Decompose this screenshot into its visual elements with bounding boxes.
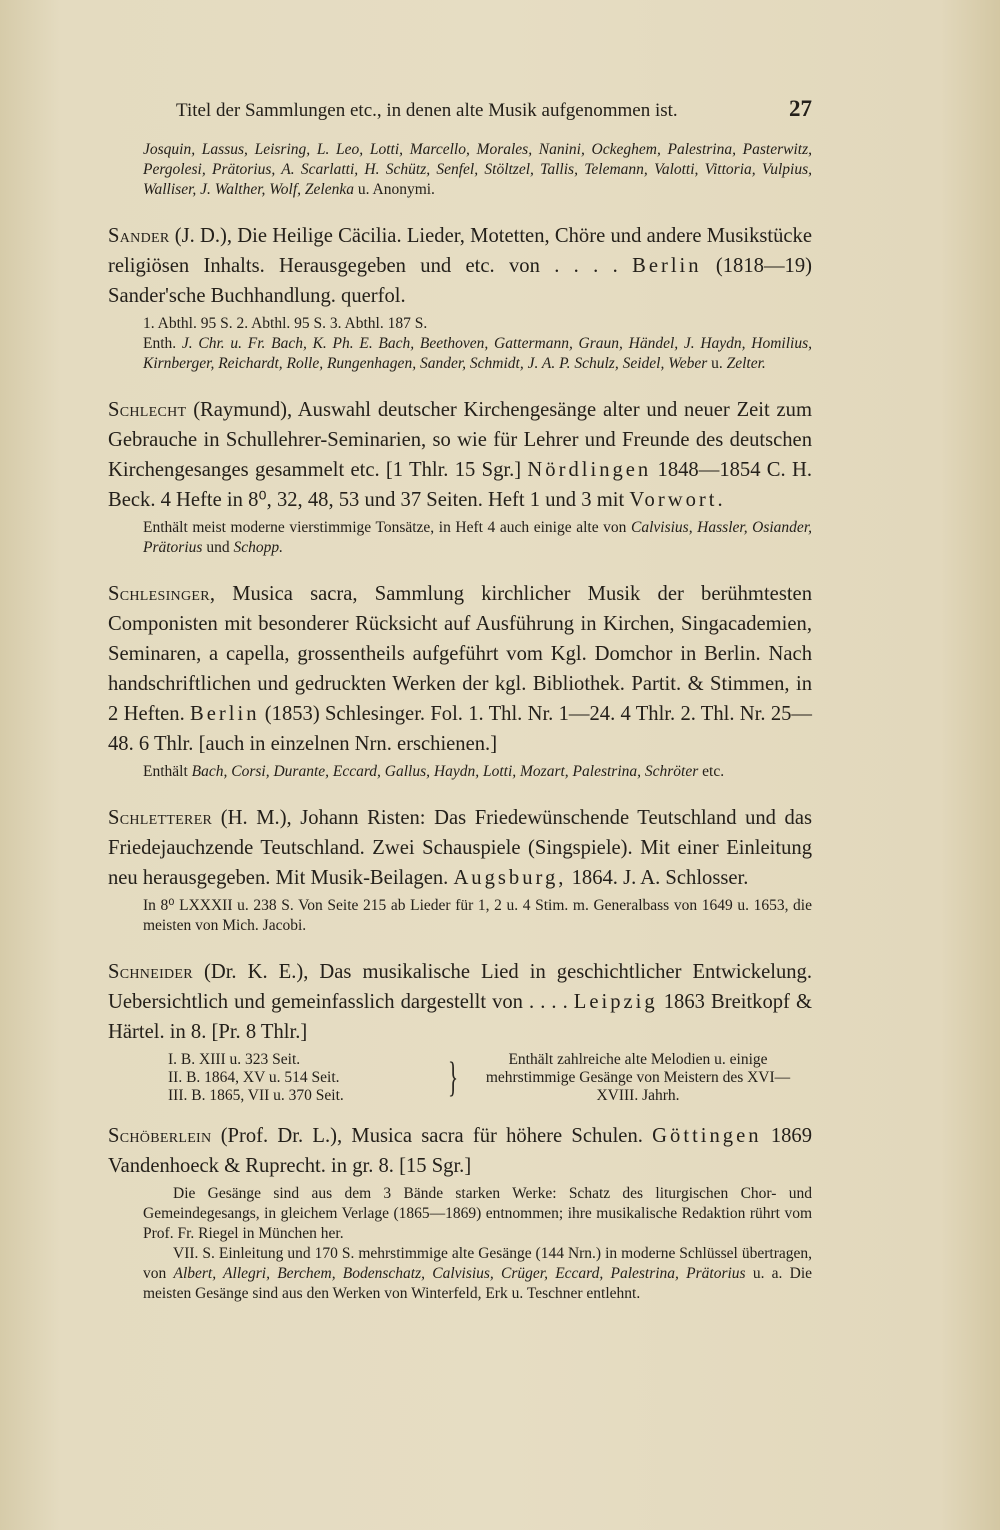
- note-schlesinger: [108, 762, 812, 782]
- note-text: Enthält meist moderne vierstimmige Tonsätze, in Heft 4 auch einige alte von: [143, 519, 627, 536]
- imprint: 1848—1854 C. H. Beck. 4 Hefte in 8⁰, 32, 48, 53 und 37 Seiten. Heft 1 und 3 mit: [108, 459, 812, 511]
- volume-2: II. B. 1864, XV u. 514 Seit.: [168, 1069, 340, 1086]
- brace-icon: }: [447, 1055, 459, 1101]
- place: Berlin: [190, 703, 260, 725]
- note-text: Die Gesänge sind aus dem 3 Bände starken Werke: Schatz des liturgischen Chor- und Gemeindegesangs, in gleichem Verlage (1865—1869) entnommen; ihre musikalische Redaktion rührt vom Prof. Fr. Riegel in München her.: [143, 1185, 812, 1242]
- vorwort: Vorwort.: [629, 489, 726, 511]
- note-tail: etc.: [702, 763, 725, 780]
- place: Berlin: [632, 255, 702, 277]
- entry-schletterer: [108, 803, 812, 893]
- note-schletterer: [108, 896, 812, 936]
- author-name: Sander: [108, 225, 170, 247]
- author-name: Schletterer: [108, 807, 213, 829]
- anonymi-text: u. Anonymi.: [357, 181, 435, 198]
- note-schoeberlein-2: [108, 1244, 812, 1304]
- entry-sander: [108, 221, 812, 311]
- author-name: Schöberlein: [108, 1125, 212, 1147]
- entry-schlesinger: [108, 579, 812, 759]
- running-title: Titel der Sammlungen etc., in denen alte Musik aufgenommen ist.: [176, 100, 678, 121]
- imprint: (1818—19) Sander'sche Buchhandlung. querfol.: [108, 255, 812, 307]
- composer-names: Josquin, Lassus, Leisring, L. Leo, Lotti, Marcello, Morales, Nanini, Ockeghem, Palestrina, Pasterwitz, Pergolesi, Prätorius, A. Scarlatti, H. Schütz, Senfel, Stöltzel, Tallis, Telemann, Valotti, Vittoria, Vulpius, Walliser, J. Walther, Wolf, Zelenka: [143, 141, 812, 198]
- place: Leipzig: [573, 991, 658, 1013]
- imprint: 1863 Breitkopf & Härtel. in 8. [Pr. 8 Thlr.]: [108, 991, 812, 1043]
- author-name: Schlecht: [108, 399, 187, 421]
- note-and: u.: [711, 355, 723, 372]
- entry-text: (Raymund), Auswahl deutscher Kirchengesänge alter und neuer Zeit zum Gebrauche in Schullehrer-Seminarien, so wie für Lehrer und Freunde des deutschen Kirchengesanges gesammelt etc. [1 Thlr. 15 Sgr.]: [108, 399, 812, 481]
- note-and: und: [206, 539, 230, 556]
- author-name: Schlesinger: [108, 583, 210, 605]
- imprint: (1853) Schlesinger. Fol. 1. Thl. Nr. 1—24. 4 Thlr. 2. Thl. Nr. 25—48. 6 Thlr. [auch in einzelnen Nrn. erschienen.]: [108, 703, 813, 755]
- composer-names: Calvisius, Hassler, Osiander, Prätorius: [143, 519, 813, 556]
- note-schlecht: [108, 518, 812, 558]
- note-text-end: u. a. Die meisten Gesänge sind aus den Werken von Winterfeld, Erk u. Teschner entlehnt.: [143, 1265, 813, 1302]
- entry-text: , Musica sacra, Sammlung kirchlicher Musik der berühmtesten Componisten mit besonderer Rücksicht auf Ausführung in Kirchen, Singacademien, Seminaren, a capella, grossentheils aufgeführt vom Kgl. Domchor in Berlin. Nach handschriftlichen und gedruckten Werken der kgl. Bibliothek. Partit. & Stimmen, in 2 Heften.: [108, 583, 812, 725]
- note-text: VII. S. Einleitung und 170 S. mehrstimmige alte Gesänge (144 Nrn.) in moderne Schlüssel übertragen, von: [143, 1245, 812, 1282]
- imprint: 1864. J. A. Schlosser.: [571, 867, 749, 889]
- volume-note: Enthält zahlreiche alte Melodien u. einige mehrstimmige Gesänge von Meistern des XVI—XVIII. Jahrh.: [485, 1051, 791, 1104]
- volume-list: [168, 1051, 812, 1105]
- composer-names: Albert, Allegri, Berchem, Bodenschatz, Calvisius, Crüger, Eccard, Palestrina, Prätorius: [173, 1265, 746, 1282]
- entry-text: (Prof. Dr. L.), Musica sacra für höhere Schulen.: [220, 1125, 643, 1147]
- entry-text: (H. M.), Johann Risten: Das Friedewünschende Teutschland und das Friedejauchzende Teutschland. Zwei Schauspiele (Singspiele). Mit einer Einleitung neu herausgegeben. Mit Musik-Beilagen.: [108, 807, 812, 889]
- composer-names: Bach, Corsi, Durante, Eccard, Gallus, Haydn, Lotti, Mozart, Palestrina, Schröter: [191, 763, 699, 780]
- composer-last: Zelter.: [726, 355, 766, 372]
- author-name: Schneider: [108, 961, 193, 983]
- volume-3: III. B. 1865, VII u. 370 Seit.: [168, 1087, 344, 1104]
- entry-schlecht: [108, 395, 812, 515]
- entry-text: (J. D.), Die Heilige Cäcilia. Lieder, Motetten, Chöre und andere Musikstücke religiösen Inhalts. Herausgegeben und etc. von . . . .: [108, 225, 812, 277]
- entry-schneider: [108, 957, 812, 1047]
- names-continuation: [108, 140, 812, 200]
- entry-text: (Dr. K. E.), Das musikalische Lied in geschichtlicher Entwickelung. Uebersichtlich und gemeinfasslich dargestellt von . . . .: [108, 961, 812, 1013]
- note-lead: Enth.: [143, 335, 177, 352]
- page-content: [108, 140, 812, 1304]
- note-text: In 8⁰ LXXXII u. 238 S. Von Seite 215 ab Lieder für 1, 2 u. 4 Stim. m. Generalbass von 1649 u. 1653, die meisten von Mich. Jacobi.: [143, 897, 812, 934]
- note-sander: [108, 314, 812, 374]
- composer-names: J. Chr. u. Fr. Bach, K. Ph. E. Bach, Beethoven, Gattermann, Graun, Händel, J. Haydn, Homilius, Kirnberger, Reichardt, Rolle, Rungenhagen, Sander, Schmidt, J. A. P. Schulz, Seidel, Weber: [143, 335, 812, 372]
- volume-1: I. B. XIII u. 323 Seit.: [168, 1051, 301, 1068]
- composer-last: Schopp.: [233, 539, 283, 556]
- parts: 1. Abthl. 95 S. 2. Abthl. 95 S. 3. Abthl. 187 S.: [143, 315, 428, 332]
- page-number: 27: [789, 96, 812, 121]
- place: Göttingen: [652, 1125, 762, 1147]
- entry-schoeberlein: [108, 1121, 812, 1181]
- place: Nördlingen: [527, 459, 652, 481]
- place: Augsburg,: [453, 867, 567, 889]
- imprint: 1869 Vandenhoeck & Ruprecht. in gr. 8. [15 Sgr.]: [108, 1125, 812, 1177]
- note-schoeberlein-1: [108, 1184, 812, 1244]
- running-header: [172, 96, 812, 130]
- note-lead: Enthält: [143, 763, 188, 780]
